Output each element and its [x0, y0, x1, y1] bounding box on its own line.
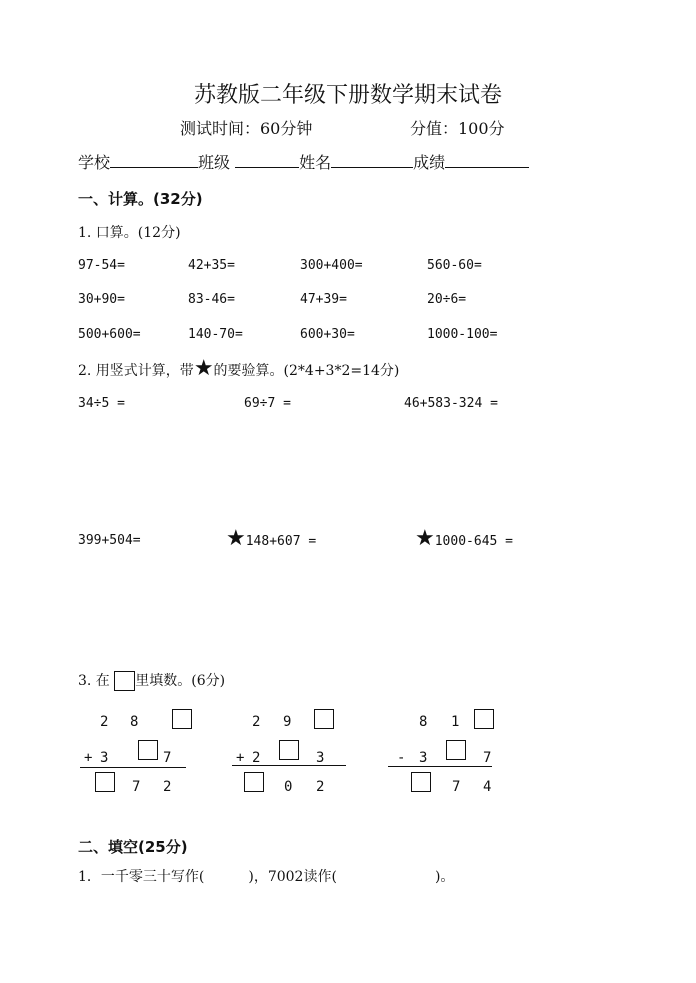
sum-line: [80, 767, 186, 768]
oral-item: 42+35=: [188, 258, 235, 273]
question-3-label-start: 3. 在: [78, 673, 110, 689]
vertical-calc-item: 148+607 =: [245, 534, 317, 549]
oral-item: 600+30=: [300, 327, 355, 342]
answer-box[interactable]: [95, 772, 115, 792]
page-title: 苏教版二年级下册数学期末试卷: [193, 83, 502, 108]
oral-item: 47+39=: [300, 292, 347, 307]
digit: 0: [284, 779, 293, 795]
digit: 3: [316, 750, 325, 766]
class-blank[interactable]: [235, 153, 299, 168]
vertical-calc-item: 1000-645 =: [434, 534, 514, 549]
grade-label: 成绩: [413, 153, 446, 172]
grade-blank[interactable]: [445, 153, 529, 168]
school-blank[interactable]: [110, 153, 198, 168]
name-blank[interactable]: [331, 153, 413, 168]
class-label: 班级: [198, 153, 231, 172]
operator: +: [84, 750, 93, 766]
oral-item: 1000-100=: [427, 327, 498, 342]
answer-box[interactable]: [446, 740, 466, 760]
vertical-calc-item: 34÷5 =: [78, 396, 125, 411]
question-2-label-end: 的要验算。(2*4+3*2=14分): [213, 363, 400, 379]
answer-box[interactable]: [244, 772, 264, 792]
vertical-calc-item: 69÷7 =: [244, 396, 291, 411]
answer-box[interactable]: [314, 709, 334, 729]
answer-box[interactable]: [138, 740, 158, 760]
fill-question-1-part-b: )，7002读作(: [248, 869, 337, 885]
operator: -: [397, 750, 406, 766]
oral-item: 20÷6=: [427, 292, 467, 307]
oral-item: 83-46=: [188, 292, 235, 307]
oral-item: 500+600=: [78, 327, 141, 342]
operator: +: [236, 750, 245, 766]
answer-box-sample: [114, 671, 135, 691]
oral-item: 140-70=: [188, 327, 243, 342]
question-3-label-end: 里填数。(6分): [135, 673, 226, 689]
digit: 2: [252, 714, 261, 730]
vertical-calc-starred: [226, 528, 316, 550]
star-icon: ★: [415, 526, 435, 551]
student-info-line: [78, 150, 529, 173]
digit: 2: [316, 779, 325, 795]
digit: 2: [252, 750, 261, 766]
school-label: 学校: [78, 153, 111, 172]
section-1-heading: 一、计算。(32分): [78, 190, 203, 208]
oral-item: 97-54=: [78, 258, 125, 273]
sum-line: [232, 765, 346, 766]
answer-box[interactable]: [411, 772, 431, 792]
digit: 7: [132, 779, 141, 795]
fill-question-1-part-a: 1．一千零三十写作(: [78, 869, 205, 885]
digit: 7: [452, 779, 461, 795]
answer-box[interactable]: [474, 709, 494, 729]
digit: 1: [451, 714, 460, 730]
vertical-calc-starred: [415, 528, 513, 550]
vertical-calc-item: 399+504=: [78, 533, 141, 548]
digit: 7: [483, 750, 492, 766]
star-icon: ★: [226, 526, 246, 551]
difference-line: [388, 766, 492, 767]
fill-question-1: [78, 866, 454, 886]
digit: 9: [283, 714, 292, 730]
digit: 7: [163, 750, 172, 766]
digit: 8: [419, 714, 428, 730]
vertical-calc-item: 46+583-324 =: [404, 396, 498, 411]
digit: 8: [130, 714, 139, 730]
star-icon: ★: [193, 356, 214, 381]
question-2-label: [78, 358, 399, 380]
total-score: 分值：100分: [410, 119, 505, 138]
fill-question-1-part-c: )。: [434, 869, 455, 885]
question-2-label-start: 2. 用竖式计算，带: [78, 363, 194, 379]
answer-box[interactable]: [279, 740, 299, 760]
oral-item: 300+400=: [300, 258, 363, 273]
digit: 2: [100, 714, 109, 730]
name-label: 姓名: [299, 153, 332, 172]
digit: 4: [483, 779, 492, 795]
oral-item: 560-60=: [427, 258, 482, 273]
answer-box[interactable]: [172, 709, 192, 729]
oral-item: 30+90=: [78, 292, 125, 307]
test-time: 测试时间：60分钟: [180, 119, 313, 138]
digit: 3: [419, 750, 428, 766]
section-2-heading: 二、填空(25分): [78, 838, 188, 856]
question-1-label: 1. 口算。(12分): [78, 225, 181, 241]
digit: 3: [100, 750, 109, 766]
digit: 2: [163, 779, 172, 795]
question-3-label: [78, 670, 225, 691]
